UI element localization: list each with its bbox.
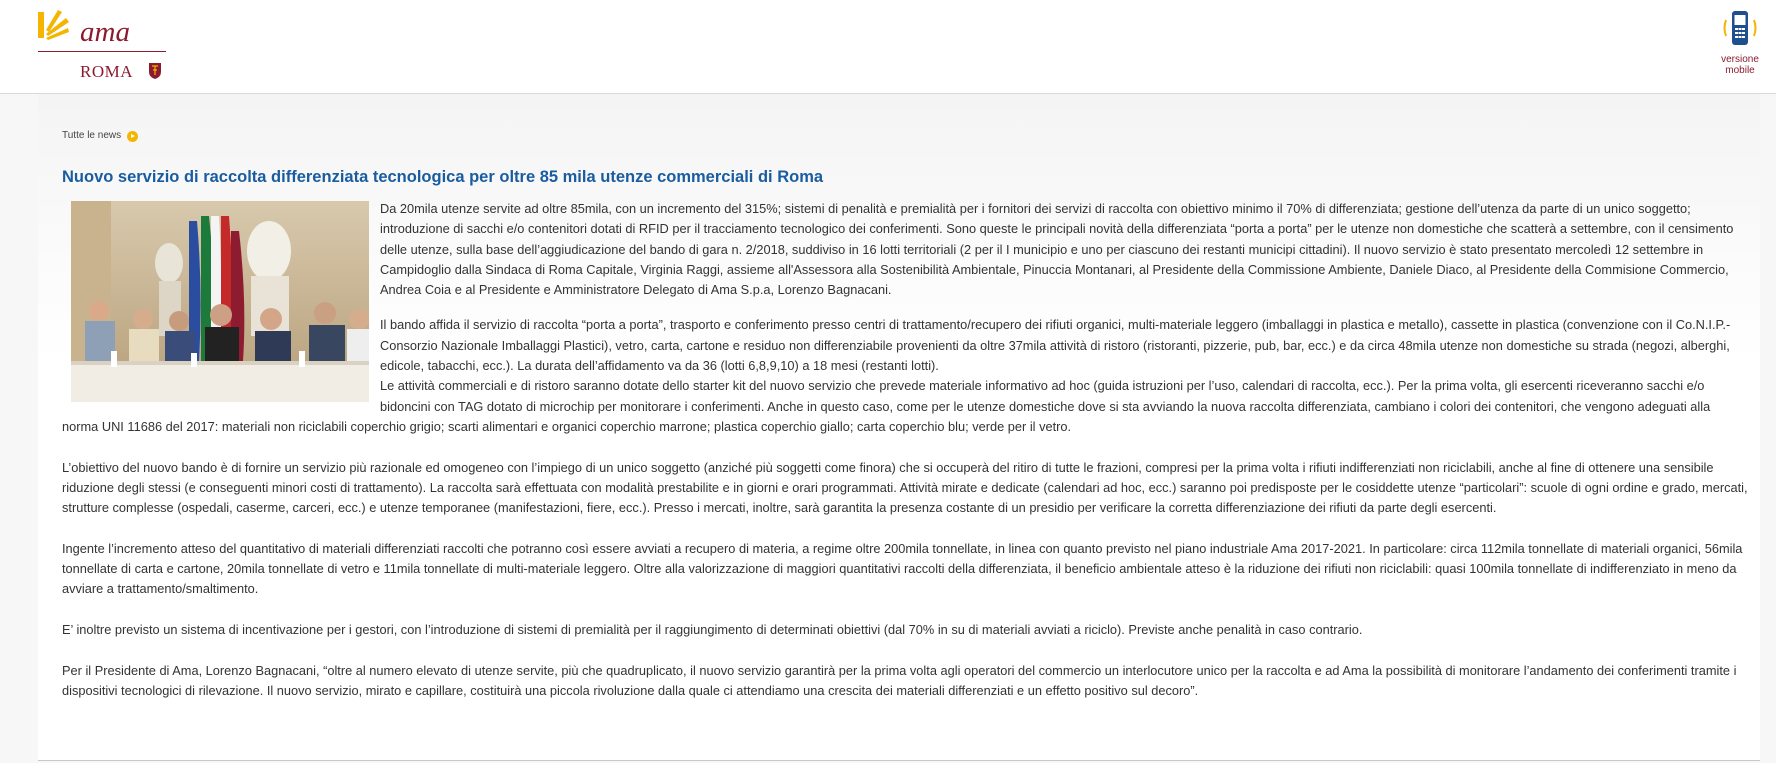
mobile-label-line2: mobile	[1725, 65, 1755, 76]
brand-city: ROMA	[80, 62, 134, 81]
sun-logo-icon	[38, 8, 74, 44]
arrow-right-icon	[127, 131, 138, 142]
all-news-link[interactable]	[62, 130, 138, 142]
article-title: Nuovo servizio di raccolta differenziata tecnologica per oltre 85 mila utenze commerciali di Roma	[62, 168, 824, 186]
article-body	[62, 199, 1750, 721]
all-news-label: Tutte le news	[62, 130, 122, 141]
article-paragraph: Il bando affida il servizio di raccolta “porta a porta”, trasporto e conferimento presso centri di trattamento/recupero dei rifiuti organici, multi-materiale leggero (imballaggi in plastica e metallo), cassette in plastica (convenzione con il Co.N.I.P.-Consorzio Nazionale Imballaggi Plastici), vetro, carta, cartone e residuo non differenziabile provenienti da oltre 37mila attività di ristoro (ristoranti, pizzerie, pub, bar, ecc.) e da circa 48mila utenze non domestiche su strada (negozi, alberghi, edicole, tabacchi, ecc.). La durata dell’affidamento va da 36 (lotti 6,8,9,10) a 18 mesi (restanti lotti).	[380, 317, 1731, 374]
article-paragraph: E’ inoltre previsto un sistema di incentivazione per i gestori, con l’introduzione di sistemi di premialità per il raggiungimento di determinati obiettivi (dal 70% in su di materiali avviati a riciclo). Previste anche penalità in caso contrario.	[62, 621, 1363, 637]
logo-divider	[38, 51, 166, 52]
footer-divider	[38, 760, 1760, 761]
site-header	[0, 0, 1776, 94]
news-article-container	[38, 94, 1760, 760]
rome-crest-icon	[148, 62, 162, 80]
article-paragraph: Le attività commerciali e di ristoro saranno dotate dello starter kit del nuovo servizio che prevede materiale informativo ad hoc (guida istruzioni per l’uso, calendari di raccolta, ecc.). Per la prima volta, gli esercenti riceveranno sacchi e/o bidoncini con TAG dotato di microchip per monitorare i conferimenti. Anche in questo caso, come per le utenze domestiche dove si sta avviando la nuova raccolta differenziata, cambiano i colori dei contenitori, che vengono adeguati alla norma UNI 11686 del 2017: materiali non riciclabili coperchio grigio; scarti alimentari e organici coperchio marrone; plastica coperchio giallo; carta coperchio blu; verde per il vetro.	[62, 378, 1711, 434]
ama-roma-logo[interactable]	[38, 8, 170, 84]
mobile-label-line1: versione	[1721, 54, 1759, 65]
article-paragraph: Per il Presidente di Ama, Lorenzo Bagnacani, “oltre al numero elevato di utenze servite, più che quadruplicato, il nuovo servizio garantirà per la prima volta agli operatori del commercio un interlocutore unico per la raccolta e ad Ama la possibilità di monitorare l’andamento dei conferimenti tramite i dispositivi tecnologici di rilevazione. Il nuovo servizio, mirato e capillare, costituirà una piccola rivoluzione dalla quale ci attendiamo una crescita dei materiali differenziati e un effetto positivo sul decoro”.	[62, 662, 1737, 698]
brand-name: ama	[80, 16, 130, 48]
mobile-phone-icon	[1720, 8, 1760, 48]
article-paragraph: Da 20mila utenze servite ad oltre 85mila, con un incremento del 315%; sistemi di penalità e premialità per i fornitori dei servizi di raccolta con obiettivo minimo il 70% di differenziata; gestione dell’utenza da parte di un unico soggetto; introduzione di sacchi e/o contenitori dotati di RFID per il tracciamento tecnologico dei conferimenti. Sono queste le principali novità della differenziata “porta a porta” per le utenze non domestiche che scatterà a settembre, con il censimento delle utenze, sulla base dell’aggiudicazione del bando di gara n. 2/2018, suddiviso in 16 lotti territoriali (2 per il I municipio e uno per ciascuno dei restanti municipi cittadini). Il nuovo servizio è stato presentato mercoledì 12 settembre in Campidoglio dalla Sindaca di Roma Capitale, Virginia Raggi, assieme all'Assessora alla Sostenibilità Ambientale, Pinuccia Montanari, al Presidente della Commissione Ambiente, Daniele Diaco, al Presidente della Commisione Commercio, Andrea Coia e al Presidente e Amministratore Delegato di Ama S.p.a, Lorenzo Bagnacani.	[380, 201, 1734, 298]
mobile-version-link[interactable]	[1714, 8, 1766, 80]
article-paragraph: L’obiettivo del nuovo bando è di fornire un servizio più razionale ed omogeneo con l’impiego di un unico soggetto (anziché più soggetti come finora) che si occuperà del ritiro di tutte le frazioni, compresi per la prima volta i rifiuti indifferenziati non riciclabili, anche al fine di ottenere una sensibile riduzione degli stessi (e conseguenti minori costi di trattamento). La raccolta sarà effettuata con modalità prestabilite e in giorni e orari programmati. Attività mirate e dedicate (calendari ad hoc, ecc.) saranno poi predisposte per le cosiddette utenze “particolari”: scuole di ogni ordine e grado, mercati, strutture complesse (ospedali, caserme, carceri, ecc.) e utenze temporanee (manifestazioni, fiere, ecc.). Presso i mercati, inoltre, sarà garantita la presenza costante di un presidio per verificare la corretta differenziazione dei rifiuti da parte degli esercenti.	[62, 459, 1748, 516]
press-conference-photo	[71, 201, 369, 402]
article-paragraph: Ingente l’incremento atteso del quantitativo di materiali differenziati raccolti che potranno così essere avviati a recupero di materia, a regime oltre 200mila tonnellate, in linea con quanto previsto nel piano industriale Ama 2017-2021. In particolare: circa 112mila tonnellate di materiali organici, 56mila tonnellate di carta e cartone, 20mila tonnellate di vetro e 11mila tonnellate di multi-materiale leggero. Oltre alla valorizzazione di maggiori quantitativi raccolti della differenziata, il beneficio ambientale atteso è la riduzione dei rifiuti non riciclabili: quasi 100mila tonnellate di indifferenziato in meno da avviare a trattamento/smaltimento.	[62, 540, 1743, 597]
